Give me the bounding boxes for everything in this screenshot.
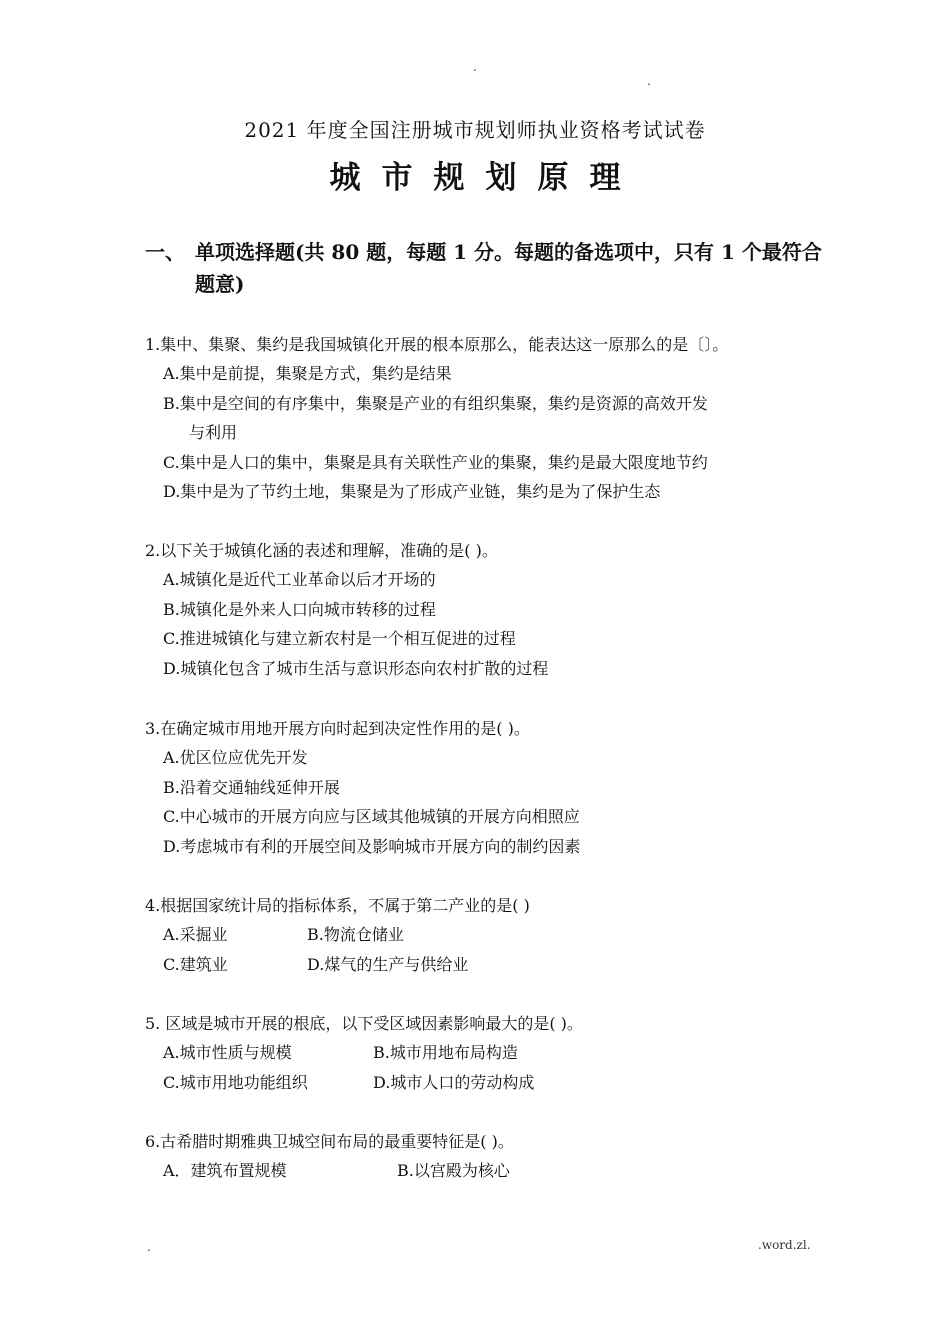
- option-row: [145, 1038, 835, 1068]
- question-stem: 6.古希腊时期雅典卫城空间布局的最重要特征是( )。: [145, 1132, 514, 1151]
- option-row: [145, 950, 835, 980]
- option-c: C.集中是人口的集中，集聚是具有关联性产业的集聚，集约是最大限度地节约: [163, 452, 708, 472]
- option-a: A．建筑布置规模: [163, 1161, 287, 1180]
- question-stem: 5. 区域是城市开展的根底，以下受区域因素影响最大的是( )。: [145, 1014, 583, 1033]
- option-b-line1: B.集中是空间的有序集中，集聚是产业的有组织集聚，集约是资源的高效开发: [163, 393, 708, 413]
- option-b: [145, 389, 835, 448]
- option-a: A.优区位应优先开发: [163, 748, 308, 767]
- question-3: [145, 714, 835, 861]
- option-b: B.以宫殿为核心: [397, 1161, 510, 1180]
- option-b: B.城市用地布局构造: [373, 1043, 518, 1062]
- option-a: A.采掘业: [163, 925, 228, 944]
- option-a: A.城市性质与规模: [163, 1043, 292, 1062]
- option-b-line2: 与利用: [189, 423, 238, 442]
- question-1: [145, 330, 835, 507]
- option-d: D.城市人口的劳动构成: [373, 1072, 535, 1092]
- option-a: A.集中是前提，集聚是方式，集约是结果: [163, 364, 452, 383]
- option-row: [145, 920, 835, 950]
- footer-brand: .word.zl.: [758, 1238, 811, 1252]
- option-b: B.物流仓储业: [307, 925, 404, 944]
- option-row: [145, 1068, 835, 1098]
- section-heading: [145, 236, 825, 300]
- question-2: [145, 536, 835, 683]
- exam-title: 2021 年度全国注册城市规划师执业资格考试试卷: [244, 118, 706, 142]
- option-c: C.城市用地功能组织: [163, 1072, 308, 1092]
- subject-title: 城市规划原理: [329, 160, 642, 196]
- option-b: B.沿着交通轴线延伸开展: [163, 777, 340, 797]
- question-5: [145, 1009, 835, 1097]
- option-c: C.中心城市的开展方向应与区域其他城镇的开展方向相照应: [163, 807, 580, 826]
- option-a: A.城镇化是近代工业革命以后才开场的: [163, 570, 436, 589]
- header-dot: .: [473, 60, 477, 74]
- option-d: D.考虑城市有利的开展空间及影响城市开展方向的制约因素: [163, 836, 581, 856]
- option-row: [145, 1156, 835, 1186]
- option-d: D.城镇化包含了城市生活与意识形态向农村扩散的过程: [163, 658, 549, 678]
- option-b: B.城镇化是外来人口向城市转移的过程: [163, 599, 436, 619]
- option-d: D.集中是为了节约土地，集聚是为了形成产业链，集约是为了保护生态: [163, 482, 661, 501]
- option-c: C.推进城镇化与建立新农村是一个相互促进的过程: [163, 629, 516, 648]
- footer-dot: .: [147, 1240, 151, 1254]
- section-text: 单项选择题(共 80 题，每题 1 分。每题的备选项中，只有 1 个最符合题意): [195, 240, 822, 296]
- question-stem: 1.集中、集聚、集约是我国城镇化开展的根本原那么，能表达这一原那么的是〔〕。: [145, 335, 729, 354]
- question-6: [145, 1127, 835, 1186]
- question-4: [145, 891, 835, 979]
- option-d: D.煤气的生产与供给业: [307, 954, 469, 974]
- header-dot: .: [647, 74, 651, 88]
- section-number: 一、: [145, 240, 185, 264]
- question-stem: 4.根据国家统计局的指标体系，不属于第二产业的是( ): [145, 896, 530, 915]
- question-stem: 2.以下关于城镇化涵的表述和理解，准确的是( )。: [145, 541, 498, 560]
- option-c: C.建筑业: [163, 954, 228, 974]
- question-stem: 3.在确定城市用地开展方向时起到决定性作用的是( )。: [145, 719, 530, 738]
